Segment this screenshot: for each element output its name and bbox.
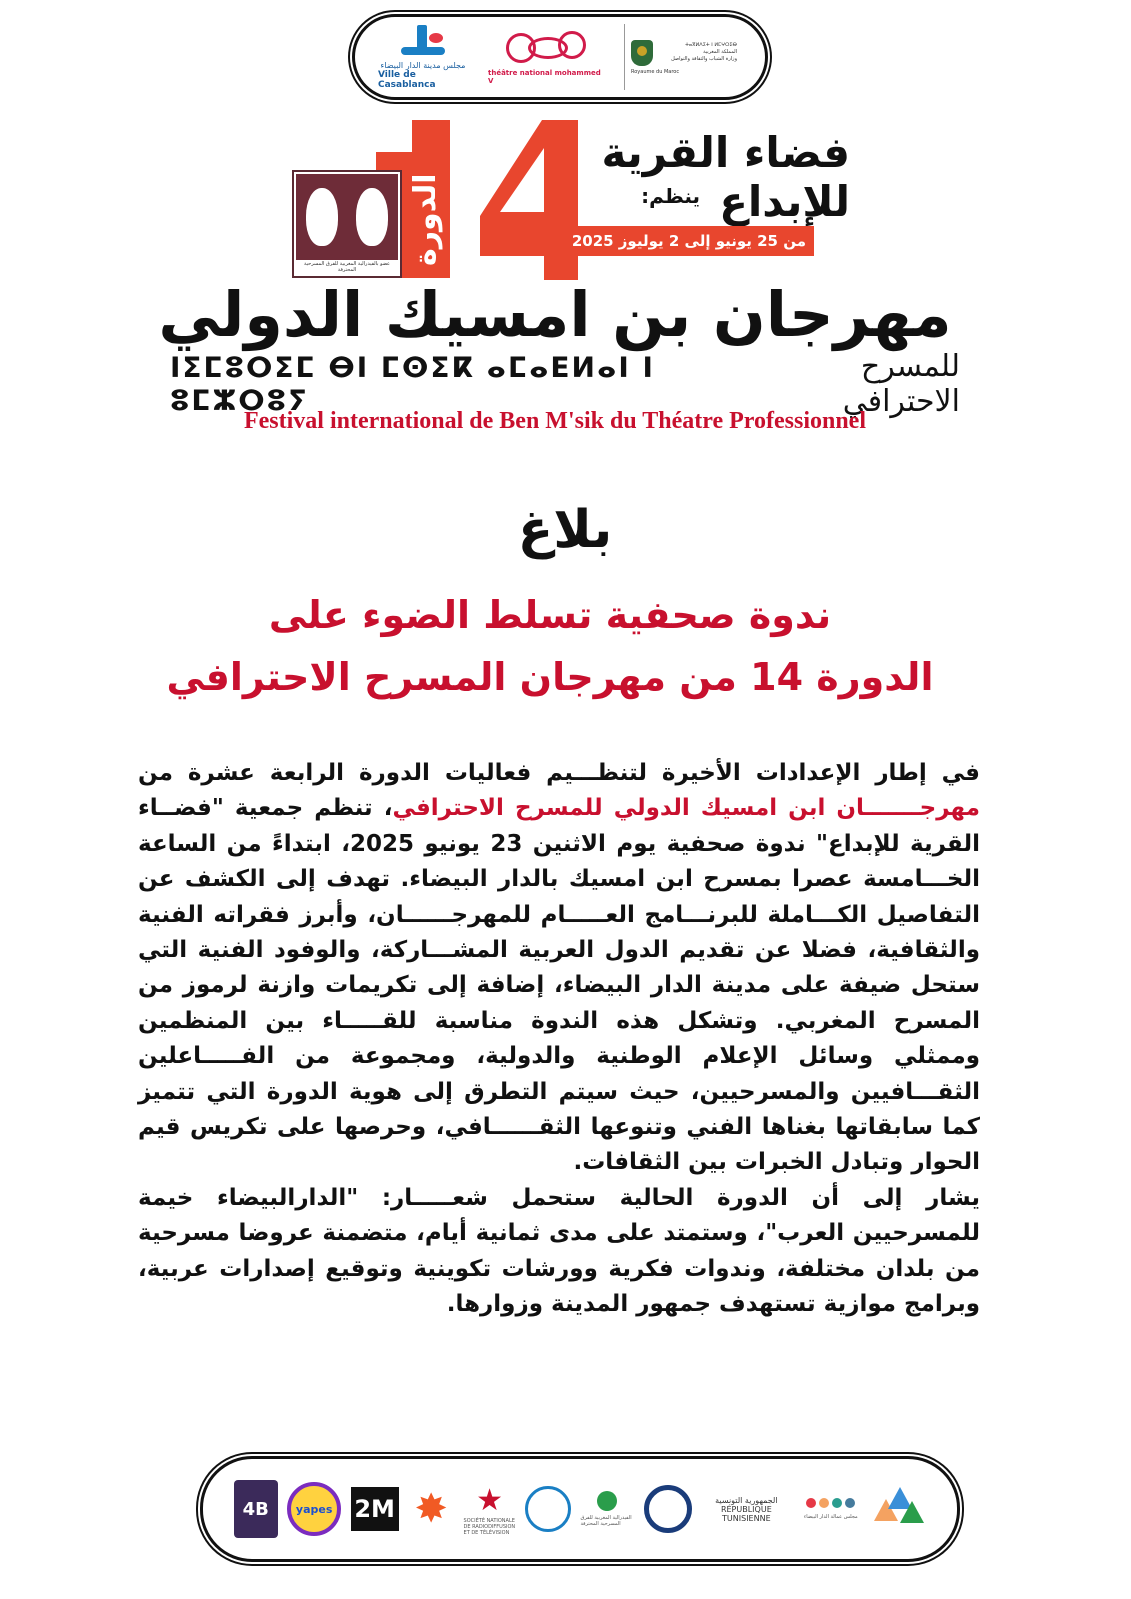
sponsor-snrt-logo xyxy=(464,1479,516,1539)
body-paragraph-2: يشار إلى أن الدورة الحالية ستحمل شعـــــار: "الدارالبيضاء خيمة للمسرحيين العرب"، وستمتد على مدى ثمانية أيام، متضمنة عروضا مسرحية من بلدان مختلفة، وندوات فكرية وورشات تكوينية وتوقيع إصدارات عربية، وبرامج موازية تستهدف جمهور المدينة وزوارها. xyxy=(138,1184,980,1318)
ministry-text: ⵜⴰⴳⵍⴷⵉⵜ ⵏ ⵍⵎⵖⵔⵉⴱ المملكة المغربية وزارة الشباب والثقافة والتواصل xyxy=(671,42,737,62)
casablanca-emblem-icon xyxy=(401,25,445,59)
headline-line-1: ندوة صحفية تسلط الضوء على xyxy=(268,593,832,637)
theatre-caption: théâtre national mohammed V xyxy=(488,69,601,85)
sponsor-yapes-logo: yapes xyxy=(287,1482,341,1536)
ministry-culture-logo xyxy=(624,24,742,90)
casablanca-caption-fr: Ville de Casablanca xyxy=(378,69,436,90)
p1-end: ، تنظم جمعية "فضــاء القرية للإبداع" ندوة صحفية يوم الاثنين 23 يونيو 2025، ابتداءً من الساعة الخـــامسة عصرا بمسرح ابن امسيك بالدار البيضاء. تهدف إلى الكشف عن التفاصيل الكـــاملة للبرنـــامج العـــــام للمهرجــــــان، وأبرز فقراته الفنية والثقافية، فضلا عن تقديم الدول العربية المشـــاركة، والوفود الفنية التي ستحل ضيفة على مدينة الدار البيضاء، إضافة إلى تكريمات وازنة لرموز من المسرح المغربي. وتشكل هذه الندوة مناسبة للقـــــاء بين المنظمين وممثلي وسائل الإعلام الوطنية والدولية، ومجموعة من الفـــــاعلين الثقـــافيين والمسرحيين، حيث سيتم التطرق إلى هوية الدورة التي تتميز كما سابقاتها بغناها الفني وتنوعها الثقــــــافي، وحرصها على تكريس قيم الحوار وتبادل الخبرات بين الثقافات. xyxy=(138,795,980,1176)
sponsor-ring-logo-icon xyxy=(644,1485,692,1533)
notice-label: بلاغ xyxy=(517,500,613,560)
sponsors-banner xyxy=(200,1456,960,1562)
tunisia-ar: الجمهورية التونسية xyxy=(715,1495,778,1505)
festival-dates: من 25 يونيو إلى 2 يوليوز 2025 بالدارالبيضاء xyxy=(480,226,814,256)
festival-name-highlight: مهرجـــــــان ابن امسيك الدولي للمسرح الاحترافي xyxy=(392,795,980,822)
p1-start: في إطار الإعدادات الأخيرة لتنظـــيم فعاليات الدورة الرابعة عشرة من xyxy=(138,760,980,786)
body-paragraph-1 xyxy=(138,756,980,1181)
sponsor-tunisia-logo xyxy=(701,1482,791,1536)
organizer-name: فضاء القرية للإبداع xyxy=(601,128,850,226)
sponsor-emblem-logo-icon xyxy=(525,1486,571,1532)
organizer-masks-logo xyxy=(292,170,402,278)
festival-subtitle-ar: للمسرح الاحترافي xyxy=(842,349,960,419)
sponsor-triangle-logo-icon xyxy=(870,1481,926,1537)
ministry-caption: Royaume du Maroc xyxy=(631,68,680,75)
sponsor-4b-logo: 4B xyxy=(234,1480,278,1538)
sponsor-2m-logo: 2M xyxy=(351,1487,399,1531)
edition-word: الدورة xyxy=(408,173,443,267)
theatre-swirl-icon xyxy=(498,29,594,69)
casa-council-caption: مجلس عمالة الدار البيضاء xyxy=(803,1514,858,1520)
people-dots-icon xyxy=(806,1498,855,1508)
press-headline xyxy=(110,584,990,708)
sponsor-casa-council-logo xyxy=(801,1481,861,1537)
theatre-mohammed-v-logo xyxy=(488,24,604,90)
casablanca-caption-ar: مجلس مدينة الدار البيضاء xyxy=(380,60,466,70)
masks-caption: عضو بالفيدرالية المغربية للفرق المسرحية المحترفة xyxy=(303,261,391,273)
federation-caption: الفيدرالية المغربية للفرق المسرحية المحترفة xyxy=(580,1515,632,1527)
festival-subtitle-row xyxy=(170,349,960,419)
snrt-star-icon: ★ xyxy=(476,1482,503,1518)
festival-title-fr: Festival international de Ben M'sik du Théatre Professionnel xyxy=(243,408,867,434)
tunisia-fr: RÉPUBLIQUE TUNISIENNE xyxy=(720,1504,772,1523)
top-logos-banner xyxy=(352,14,768,100)
royal-crest-icon xyxy=(631,40,653,66)
federation-dot-icon xyxy=(597,1491,617,1511)
press-release-body xyxy=(138,756,980,1323)
organizes-label: ينظم: xyxy=(641,184,700,208)
festival-title-ar: مهرجان بن امسيك الدولي xyxy=(158,278,952,351)
headline-line-2: الدورة 14 من مهرجان المسرح الاحترافي xyxy=(166,655,934,699)
snrt-caption: SOCIÉTÉ NATIONALE DE RADIODIFFUSION ET DE TÉLÉVISION xyxy=(463,1517,516,1536)
casablanca-city-logo xyxy=(378,24,468,90)
sponsor-federation-logo xyxy=(580,1482,634,1536)
sponsor-star-logo-icon: ✸ xyxy=(414,1486,448,1532)
festival-subtitle-tifinagh: ⵏⵉⵎⵓⵔⵉⵎ ⴱⵏ ⵎⵙⵉⴽ ⴰⵎⴰⴹⵍⴰⵏ ⵏ ⵓⵎⵣⵔⵓⵢ xyxy=(170,351,655,417)
